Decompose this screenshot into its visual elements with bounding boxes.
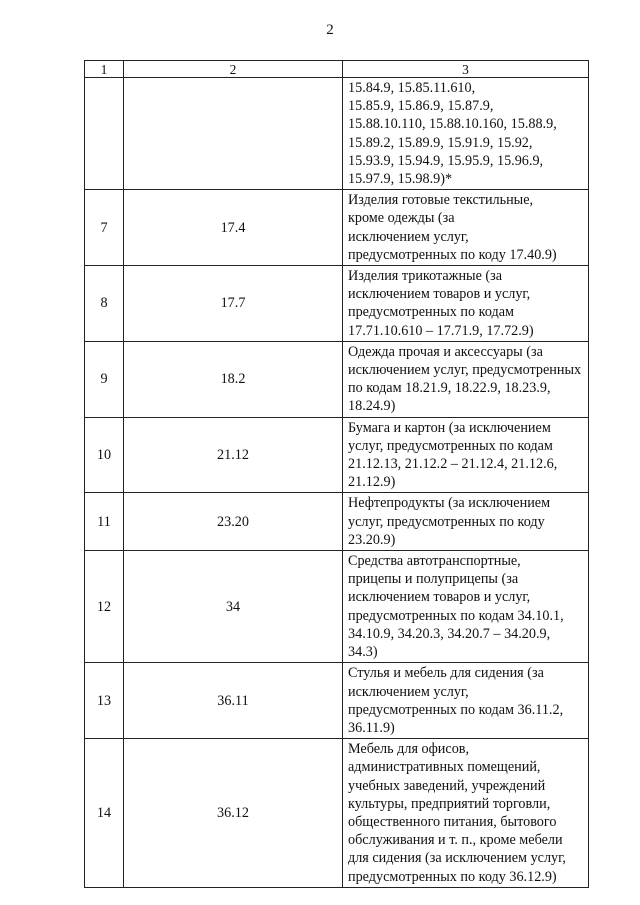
row-description: Средства автотранспортные, прицепы и полуприцепы (за исключением товаров и услуг, предусмотренных по кодам 34.10.1, 34.10.9, 34.20.3, 34.20.7 – 34.20.9, 34.3) xyxy=(343,551,589,663)
table-row xyxy=(85,663,589,739)
row-code: 17.7 xyxy=(124,266,343,342)
row-number: 14 xyxy=(85,739,124,888)
row-code: 17.4 xyxy=(124,190,343,266)
table-row xyxy=(85,341,589,417)
row-number: 9 xyxy=(85,341,124,417)
row-description: Изделия готовые текстильные, кроме одежды (за исключением услуг, предусмотренных по коду 17.40.9) xyxy=(343,190,589,266)
row-number xyxy=(85,78,124,190)
row-number: 7 xyxy=(85,190,124,266)
row-number: 12 xyxy=(85,551,124,663)
row-description: Бумага и картон (за исключением услуг, предусмотренных по кодам 21.12.13, 21.12.2 – 21.12.4, 21.12.6, 21.12.9) xyxy=(343,417,589,493)
table-row xyxy=(85,190,589,266)
row-description: Одежда прочая и аксессуары (за исключением услуг, предусмотренных по кодам 18.21.9, 18.22.9, 18.23.9, 18.24.9) xyxy=(343,341,589,417)
row-number: 10 xyxy=(85,417,124,493)
row-description: Мебель для офисов, административных помещений, учебных заведений, учреждений культуры, предприятий торговли, общественного питания, бытового обслуживания и т. п., кроме мебели для сидения (за исключением услуг, предусмотренных по коду 36.12.9) xyxy=(343,739,589,888)
table-row xyxy=(85,739,589,888)
row-code xyxy=(124,78,343,190)
table-row xyxy=(85,78,589,190)
table-row xyxy=(85,417,589,493)
codes-table xyxy=(84,60,589,888)
header-col-2: 2 xyxy=(124,61,343,78)
table-row xyxy=(85,266,589,342)
table-header-row xyxy=(85,61,589,78)
row-number: 13 xyxy=(85,663,124,739)
row-description: Стулья и мебель для сидения (за исключением услуг, предусмотренных по кодам 36.11.2, 36.11.9) xyxy=(343,663,589,739)
row-code: 18.2 xyxy=(124,341,343,417)
header-col-3: 3 xyxy=(343,61,589,78)
row-code: 36.12 xyxy=(124,739,343,888)
row-code: 34 xyxy=(124,551,343,663)
row-description: Изделия трикотажные (за исключением товаров и услуг, предусмотренных по кодам 17.71.10.610 – 17.71.9, 17.72.9) xyxy=(343,266,589,342)
row-code: 23.20 xyxy=(124,493,343,551)
header-col-1: 1 xyxy=(85,61,124,78)
row-number: 11 xyxy=(85,493,124,551)
table-row xyxy=(85,551,589,663)
row-code: 36.11 xyxy=(124,663,343,739)
row-code: 21.12 xyxy=(124,417,343,493)
row-number: 8 xyxy=(85,266,124,342)
table-row xyxy=(85,493,589,551)
row-description: Нефтепродукты (за исключением услуг, предусмотренных по коду 23.20.9) xyxy=(343,493,589,551)
row-description: 15.84.9, 15.85.11.610, 15.85.9, 15.86.9, 15.87.9, 15.88.10.110, 15.88.10.160, 15.88.9, 15.89.2, 15.89.9, 15.91.9, 15.92, 15.93.9, 15.94.9, 15.95.9, 15.96.9, 15.97.9, 15.98.9)* xyxy=(343,78,589,190)
page-number: 2 xyxy=(326,22,334,38)
